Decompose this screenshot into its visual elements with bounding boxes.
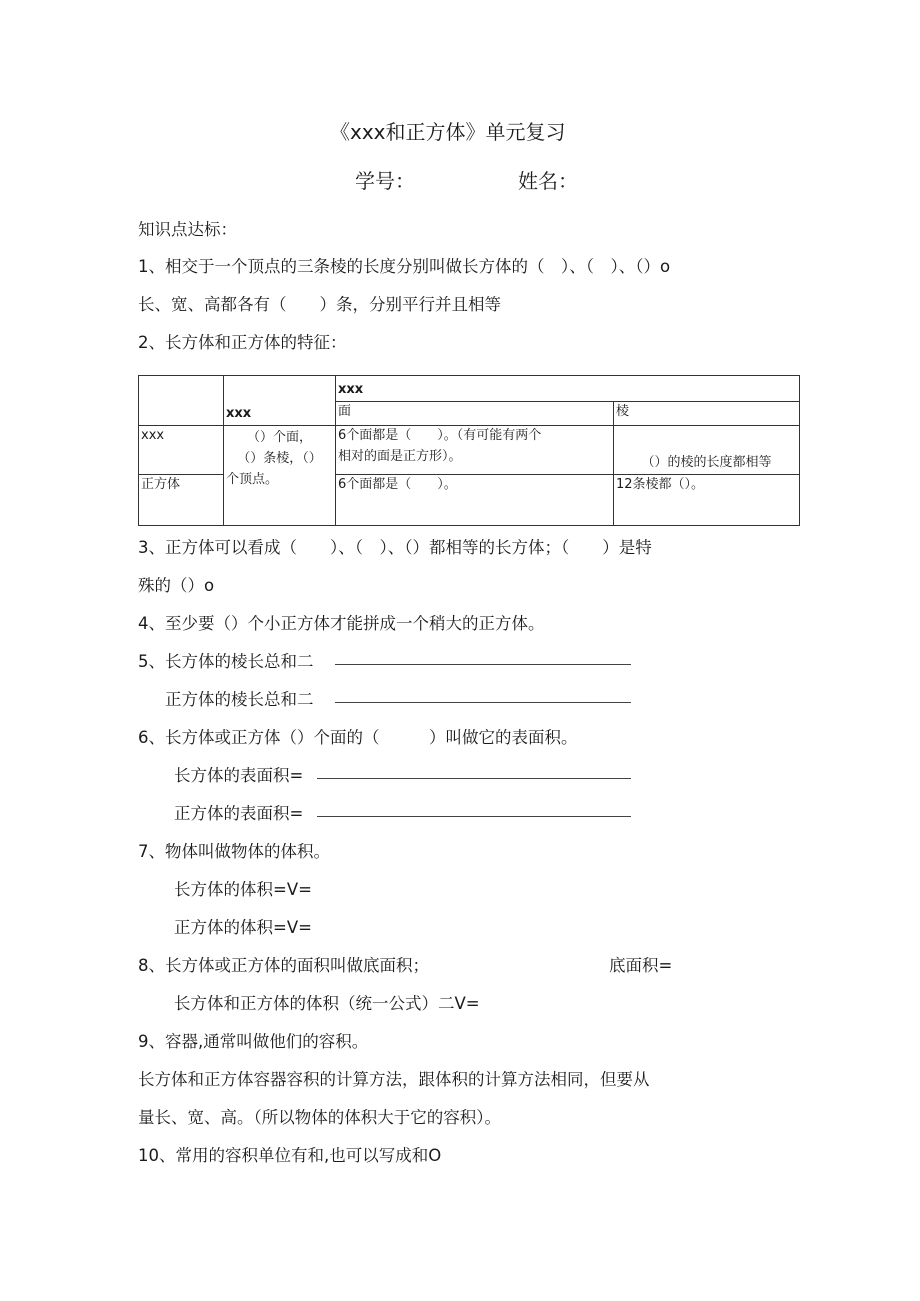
q6-line1: 6、长方体或正方体（）个面的（ ）叫做它的表面积。 xyxy=(138,728,578,747)
table-corner-cell xyxy=(139,376,224,426)
features-table xyxy=(138,375,800,526)
row1-edge-cell: （）的棱的长度都相等 xyxy=(614,426,800,475)
row2-face-cell: 6个面都是（ ）。 xyxy=(336,475,614,526)
q1-line1: 1、相交于一个顶点的三条棱的长度分别叫做长方体的（ ）、（ ）、（）o xyxy=(138,257,671,276)
q7-line3: 正方体的体积=V= xyxy=(174,918,312,937)
q1-line2: 长、宽、高都各有（ ）条，分别平行并且相等 xyxy=(138,295,501,314)
row1-face-cell: 6个面都是（ ）。（有可能有两个 相对的面是正方形）。 xyxy=(336,426,614,475)
q6-line2: 长方体的表面积= xyxy=(174,766,304,785)
shared-counts-cell: （）个面， （）条棱，（） 个顶点。 xyxy=(224,426,336,526)
q4-line: 4、至少要（）个小正方体才能拼成一个稍大的正方体。 xyxy=(138,614,545,633)
col-face-header: 面 xyxy=(336,402,614,426)
section-label: 知识点达标： xyxy=(138,220,237,239)
q5-line2: 正方体的棱长总和二 xyxy=(165,690,314,709)
q8-line1-right: 底面积= xyxy=(609,956,673,975)
name-label: 姓名： xyxy=(518,169,578,193)
row2-label: 正方体 xyxy=(139,475,224,526)
q7-line2: 长方体的体积=V= xyxy=(174,880,312,899)
table-header-group: xxx xyxy=(336,376,800,402)
q9-line1: 9、容器,通常叫做他们的容积。 xyxy=(138,1032,369,1051)
q2-label: 2、长方体和正方体的特征： xyxy=(138,333,347,352)
q6-line3: 正方体的表面积= xyxy=(174,804,304,823)
row1-label: xxx xyxy=(139,426,224,475)
q5-line1: 5、长方体的棱长总和二 xyxy=(138,652,314,671)
q5-answer-line-2[interactable] xyxy=(335,702,631,703)
q9-line2: 长方体和正方体容器容积的计算方法，跟体积的计算方法相同，但要从 xyxy=(138,1070,650,1089)
q8-line1: 8、长方体或正方体的面积叫做底面积； xyxy=(138,956,429,975)
q6-answer-line-1[interactable] xyxy=(317,778,631,779)
q3-line2: 殊的（）o xyxy=(138,576,215,595)
table-header-left: xxx xyxy=(224,376,336,426)
q5-answer-line-1[interactable] xyxy=(335,664,631,665)
q7-line1: 7、物体叫做物体的体积。 xyxy=(138,842,330,861)
q6-answer-line-2[interactable] xyxy=(317,816,631,817)
page-title: 《xxx和正方体》单元复习 xyxy=(330,120,566,144)
q9-line3: 量长、宽、高。（所以物体的体积大于它的容积）。 xyxy=(138,1108,501,1127)
student-no-label: 学号： xyxy=(355,169,415,193)
col-edge-header: 棱 xyxy=(614,402,800,426)
q8-line2: 长方体和正方体的体积（统一公式）二V= xyxy=(174,994,480,1013)
q3-line1: 3、正方体可以看成（ ）、（ ）、（）都相等的长方体；（ ）是特 xyxy=(138,538,652,557)
q10-line: 10、常用的容积单位有和,也可以写成和O xyxy=(138,1146,442,1165)
row2-edge-cell: 12条棱都（）。 xyxy=(614,475,800,526)
